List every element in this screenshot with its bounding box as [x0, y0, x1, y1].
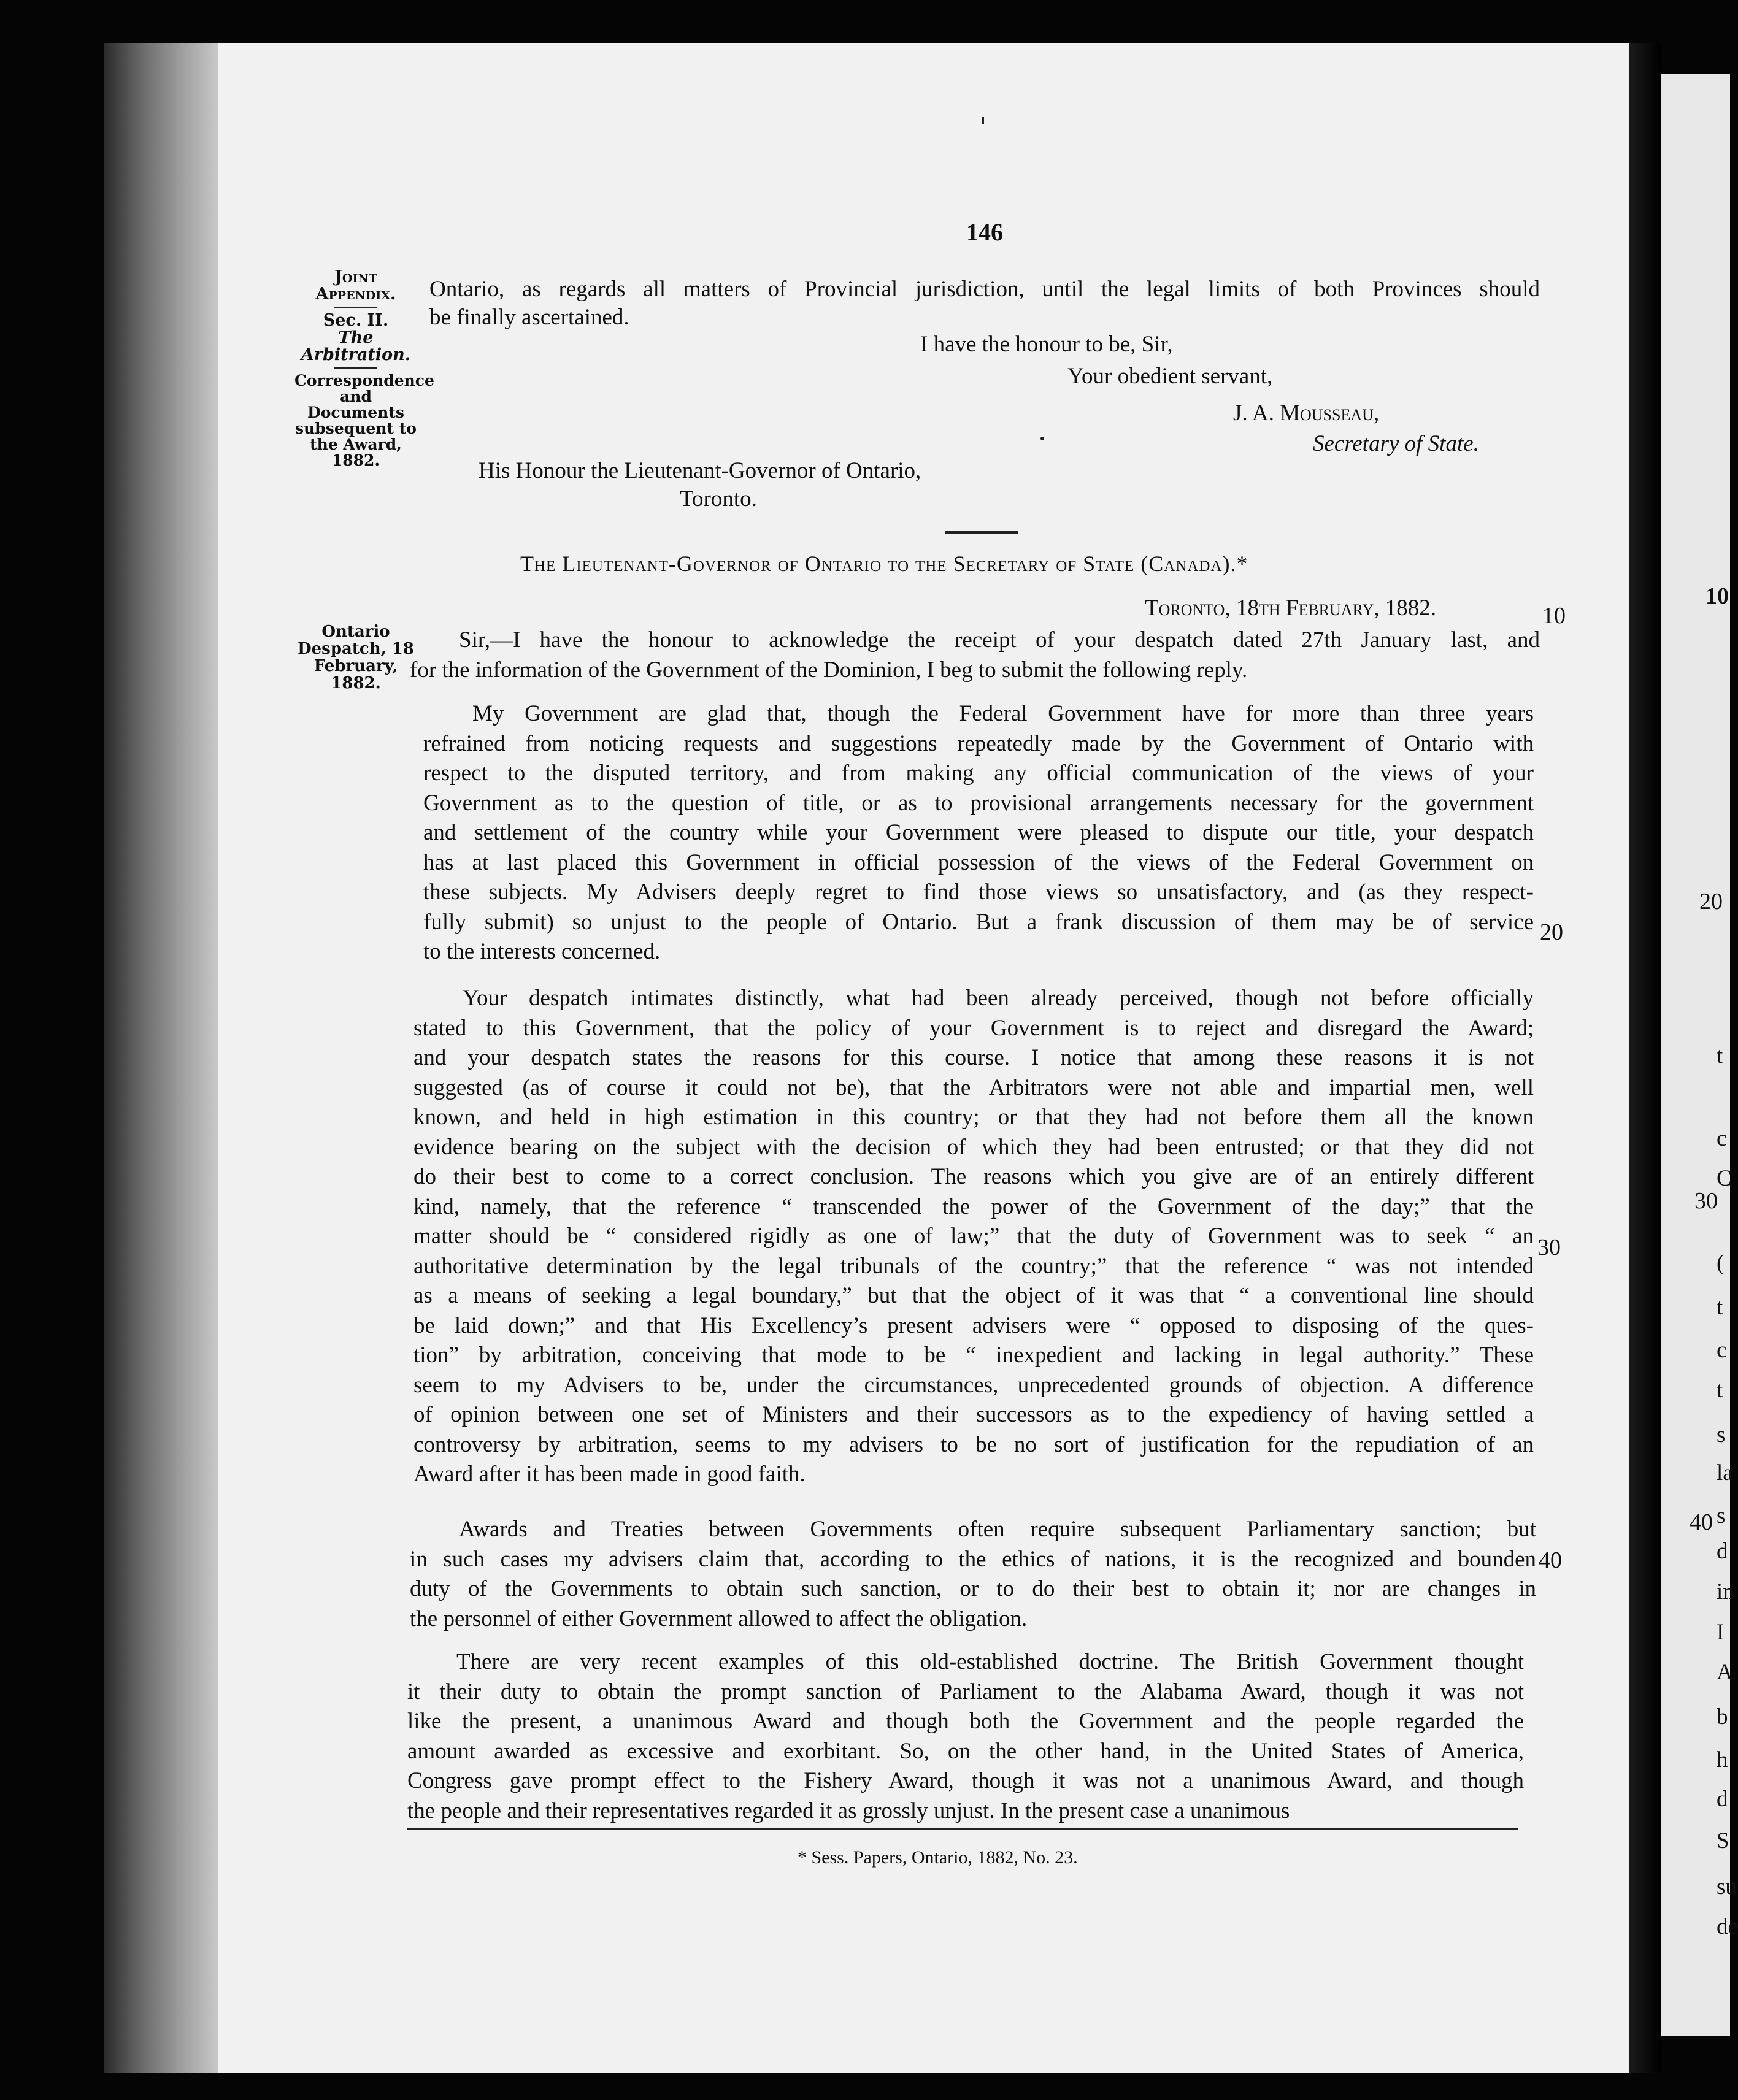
facing-text-fragment: ( [1717, 1251, 1725, 1276]
footnote-rule [407, 1828, 1518, 1830]
margin-note-despatch [294, 623, 417, 692]
text-line: of opinion between one set of Ministers and their successors as to the expediency of having settled a [413, 1402, 1534, 1427]
text-line: kind, namely, that the reference “ transcended the power of the Government of the day;” that the [413, 1194, 1534, 1219]
letter-paragraph [413, 984, 1534, 1490]
margin-despatch: Ontario Despatch, 18 February, 1882. [298, 623, 414, 692]
text-line: There are very recent examples of this old-established doctrine. The British Government thought [456, 1649, 1524, 1674]
page-gutter [1629, 43, 1661, 2073]
facing-text-fragment: t [1717, 1043, 1723, 1068]
text-line: in such cases my advisers claim that, according to the ethics of nations, it is the recognized and bounden [410, 1546, 1536, 1572]
text-line: Congress gave prompt effect to the Fishery Award, though it was not a unanimous Award, and though [407, 1768, 1524, 1793]
text-line: controversy by arbitration, seems to my advisers to be no sort of justification for the repudiation of an [413, 1431, 1534, 1457]
facing-text-fragment: A [1717, 1660, 1733, 1685]
text-line: the people and their representatives regarded it as grossly unjust. In the present case a unanimous [407, 1798, 1290, 1823]
text-line: authoritative determination by the legal tribunals of the country;” that the reference “ was not intended [413, 1253, 1534, 1279]
text-line: has at last placed this Government in official possession of the views of the Federal Government on [423, 849, 1534, 875]
facing-text-fragment: c [1717, 1338, 1727, 1363]
facing-text-fragment: t [1717, 1378, 1723, 1403]
facing-text-fragment: t [1717, 1295, 1723, 1320]
text-line: Sir,—I have the honour to acknowledge the receipt of your despatch dated 27th January last, and [459, 627, 1540, 653]
text-line: be laid down;” and that His Excellency’s present advisers were “ opposed to disposing of the ques- [413, 1312, 1534, 1338]
scan-speck [1040, 437, 1044, 440]
text-line: and settlement of the country while your Government were pleased to dispute our title, your despatch [423, 820, 1534, 845]
letter-paragraph [410, 1515, 1536, 1634]
letter-paragraph [423, 699, 1534, 967]
facing-text-fragment: b [1717, 1704, 1728, 1730]
text-line: fully submit) so unjust to the people of Ontario. But a frank discussion of them may be of service [423, 909, 1534, 935]
letter-heading: The Lieutenant-Governor of Ontario to the Secretary of State (Canada).* [520, 551, 1248, 576]
opening-line: Ontario, as regards all matters of Provincial jurisdiction, until the legal limits of both Provinces should [429, 277, 1540, 302]
signatory: J. A. Mousseau, [1233, 400, 1380, 426]
text-line: amount awarded as excessive and exorbitant. So, on the other hand, in the United States of America, [407, 1738, 1524, 1764]
letter-paragraph [410, 626, 1540, 685]
facing-text-fragment: su [1717, 1874, 1737, 1899]
margin-section-title: The Arbitration. [301, 328, 411, 364]
facing-text-fragment: I [1717, 1620, 1725, 1645]
facing-text-fragment: d [1717, 1539, 1728, 1564]
facing-text-fragment: s [1717, 1422, 1726, 1447]
facing-text-fragment: S [1717, 1828, 1729, 1853]
margin-topic: Correspondence and Documents subsequent to the Award, 1882. [294, 372, 434, 469]
line-number: 40 [1539, 1547, 1562, 1573]
text-line: like the present, a unanimous Award and though both the Government and the people regarded the [407, 1709, 1524, 1734]
margin-joint-appendix: Joint Appendix. [315, 267, 396, 304]
text-line: it their duty to obtain the prompt sanction of Parliament to the Alabama Award, though it was not [407, 1679, 1524, 1704]
text-line: to the interests concerned. [423, 939, 661, 964]
text-line: seem to my Advisers to be, under the circumstances, unprecedented grounds of objection. A difference [413, 1372, 1534, 1398]
text-line: My Government are glad that, though the Federal Government have for more than three years [472, 701, 1534, 726]
text-line: evidence bearing on the subject with the decision of which they had been entrusted; or that they did not [413, 1134, 1534, 1160]
line-number: 10 [1542, 603, 1566, 629]
line-number: 20 [1540, 919, 1563, 945]
text-line: tion” by arbitration, conceiving that mode to be “ inexpedient and lacking in legal authority.” These [413, 1343, 1534, 1368]
addressee-place: Toronto. [680, 486, 757, 512]
facing-text-fragment: h [1717, 1747, 1728, 1772]
footnote: * Sess. Papers, Ontario, 1882, No. 23. [798, 1847, 1078, 1868]
facing-text-fragment: s [1717, 1503, 1726, 1528]
margin-divider [334, 367, 377, 369]
text-line: Award after it has been made in good faith. [413, 1462, 806, 1487]
book-spine-shadow [104, 43, 218, 2073]
facing-line-number: 10 [1705, 583, 1729, 609]
facing-text-fragment: la [1717, 1460, 1733, 1485]
salutation: I have the honour to be, Sir, [920, 332, 1173, 357]
addressee: His Honour the Lieutenant-Governor of Ontario, [479, 458, 921, 483]
section-separator [945, 531, 1018, 534]
line-number: 30 [1537, 1235, 1561, 1260]
text-line: duty of the Governments to obtain such sanction, or to do their best to obtain it; nor are changes in [410, 1576, 1536, 1601]
facing-text-fragment: C [1717, 1166, 1732, 1191]
text-line: Government as to the question of title, or as to provisional arrangements necessary for the government [423, 790, 1534, 816]
text-line: and your despatch states the reasons for this course. I notice that among these reasons it is not [413, 1045, 1534, 1070]
text-line: Awards and Treaties between Governments often require subsequent Parliamentary sanction; but [459, 1517, 1536, 1542]
text-line: stated to this Government, that the policy of your Government is to reject and disregard the Award; [413, 1015, 1534, 1041]
page-number: 146 [966, 218, 1003, 246]
text-line: suggested (as of course it could not be), that the Arbitrators were not able and impartial men, well [413, 1075, 1534, 1100]
margin-section: Sec. II. [323, 311, 389, 330]
margin-note-section [294, 267, 434, 469]
text-line: as a means of seeking a legal boundary,” but that the object of it was that “ a conventional line should [413, 1283, 1534, 1308]
facing-line-number: 30 [1694, 1188, 1718, 1214]
text-line: do their best to come to a correct conclusion. The reasons which you give are of an entirely different [413, 1164, 1534, 1189]
scan-speck [982, 117, 984, 124]
text-line: the personnel of either Government allowed to affect the obligation. [410, 1606, 1028, 1631]
text-line: refrained from noticing requests and suggestions repeatedly made by the Government of Ontario with [423, 730, 1534, 756]
opening-line: be finally ascertained. [429, 305, 629, 330]
letter-place-date: Toronto, 18th February, 1882. [1145, 596, 1436, 621]
text-line: respect to the disputed territory, and from making any official communication of the views of your [423, 761, 1534, 786]
signatory-office: Secretary of State. [1313, 431, 1479, 456]
text-line: for the information of the Government of the Dominion, I beg to submit the following reply. [410, 657, 1248, 683]
text-line: Your despatch intimates distinctly, what had been already perceived, though not before officially [463, 986, 1534, 1011]
facing-text-fragment: de [1717, 1914, 1738, 1939]
facing-text-fragment: c [1717, 1126, 1727, 1151]
facing-text-fragment: d [1717, 1787, 1728, 1812]
text-line: known, and held in high estimation in this country; or that they had not before them all the known [413, 1105, 1534, 1130]
servant-line: Your obedient servant, [1067, 364, 1273, 389]
margin-divider [334, 307, 377, 308]
text-line: matter should be “ considered rigidly as one of law;” that the duty of Government was to seek “ an [413, 1224, 1534, 1249]
letter-paragraph [407, 1647, 1524, 1826]
facing-text-fragment: in [1717, 1579, 1734, 1604]
text-line: these subjects. My Advisers deeply regret to find those views so unsatisfactory, and (as they respect- [423, 879, 1534, 905]
facing-line-number: 20 [1699, 889, 1723, 914]
facing-line-number: 40 [1690, 1509, 1713, 1535]
